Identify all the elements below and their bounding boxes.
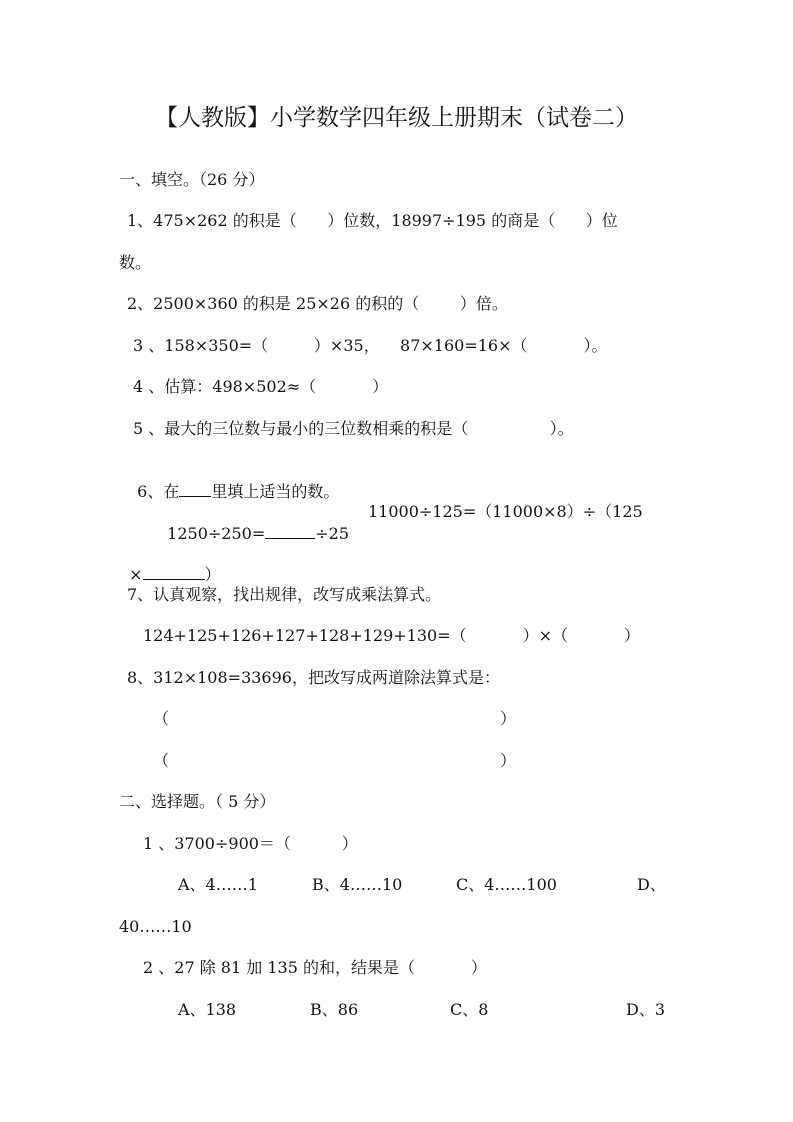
- answer-paren-open-2: （: [153, 751, 170, 770]
- question-1-3: 3 、158×350=（ ）×35， 87×160=16×（ ）。: [133, 336, 608, 355]
- option-b: B、4……10: [312, 875, 403, 894]
- answer-paren-open-1: （: [153, 709, 170, 728]
- question-1-8: 8、312×108=33696，把改写成两道除法算式是：: [127, 668, 500, 687]
- option-c: C、8: [450, 1000, 489, 1019]
- option-c: C、4……100: [456, 875, 557, 894]
- option-d: D、3: [626, 1000, 666, 1019]
- answer-paren-close-1: ）: [500, 709, 517, 728]
- section-2-heading: 二、选择题。（ 5 分）: [119, 792, 276, 811]
- fill-blank[interactable]: [265, 522, 315, 539]
- q6a-suffix: ÷25: [315, 524, 350, 543]
- q6a-prefix: 1250÷250=: [167, 524, 266, 543]
- question-1-2: 2、2500×360 的积是 25×26 的积的（ ）倍。: [127, 294, 508, 313]
- question-1-6-c: [119, 543, 221, 585]
- question-1-1: 1、475×262 的积是（ ）位数，18997÷195 的商是（ ）位: [127, 211, 618, 230]
- option-a: A、138: [178, 1000, 237, 1019]
- q6c-suffix: ）: [204, 565, 221, 584]
- question-1-6-a: [157, 502, 349, 544]
- question-1-4: 4 、估算：498×502≈（ ）: [133, 377, 389, 396]
- question-1-6-b: 11000÷125=（11000×8）÷（125: [368, 502, 643, 521]
- question-1-7: 7、认真观察，找出规律，改写成乘法算式。: [127, 585, 442, 604]
- section-1-heading: 一、填空。（26 分）: [119, 170, 265, 189]
- answer-paren-close-2: ）: [500, 751, 517, 770]
- question-2-2: 2 、27 除 81 加 135 的和，结果是（ ）: [143, 958, 487, 977]
- question-1-5: 5 、最大的三位数与最小的三位数相乘的积是（ ）。: [133, 419, 574, 438]
- question-1-6: [127, 460, 339, 502]
- question-1-7-expr: 124+125+126+127+128+129+130=（ ）×（ ）: [143, 626, 640, 645]
- fill-blank[interactable]: [143, 563, 205, 580]
- fill-blank[interactable]: [179, 480, 211, 497]
- option-d: D、: [637, 875, 666, 894]
- question-2-1: 1 、3700÷900＝（ ）: [143, 834, 358, 853]
- q6-prefix: 6、在: [137, 482, 180, 501]
- option-a: A、4……1: [178, 875, 258, 894]
- option-d-cont: 40……10: [119, 917, 192, 936]
- q6-suffix: 里填上适当的数。: [211, 482, 340, 501]
- page-title: 【人教版】小学数学四年级上册期末（试卷二）: [155, 105, 638, 131]
- question-1-1-cont: 数。: [119, 253, 152, 272]
- option-b: B、86: [310, 1000, 359, 1019]
- q6c-prefix: ×: [129, 565, 143, 584]
